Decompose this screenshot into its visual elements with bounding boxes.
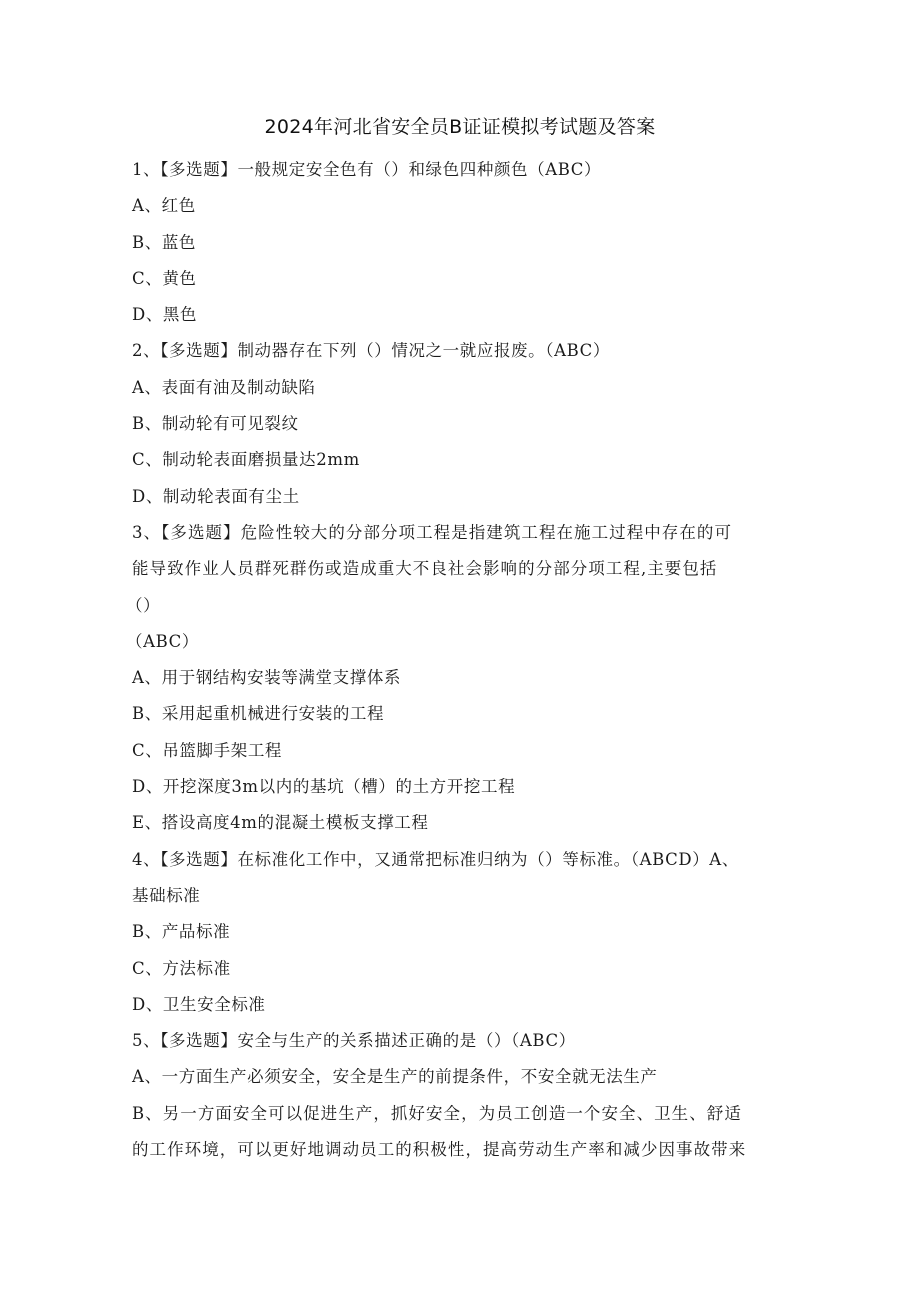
question-3-option-b: B、采用起重机械进行安装的工程 [132,704,385,724]
question-2-option-a: A、表面有油及制动缺陷 [132,377,316,397]
question-3-option-e: E、搭设高度4m的混凝土模板支撑工程 [132,813,429,833]
question-3-option-d: D、开挖深度3m以内的基坑（槽）的土方开挖工程 [132,777,516,797]
question-1-option-d: D、黑色 [132,305,198,325]
question-1-option-a: A、红色 [132,196,196,216]
question-3-stem-line-2: 能导致作业人员群死群伤或造成重大不良社会影响的分部分项工程,主要包括 [132,559,718,579]
question-3-option-a: A、用于钢结构安装等满堂支撑体系 [132,668,402,688]
question-1-option-b: B、蓝色 [132,232,197,252]
question-2-option-d: D、制动轮表面有尘土 [132,486,300,506]
question-2-option-b: B、制动轮有可见裂纹 [132,414,299,434]
question-1-stem: 1、【多选题】一般规定安全色有（）和绿色四种颜色（ABC） [132,160,602,179]
question-3-stem-line-1: 3、【多选题】危险性较大的分部分项工程是指建筑工程在施工过程中存在的可 [132,522,732,542]
question-4-stem-line-2: 基础标准 [132,885,201,905]
question-3-answer: （ABC） [126,631,199,651]
document-title: 2024年河北省安全员B证证模拟考试题及答案 [264,116,656,138]
question-4-stem-line-1: 4、【多选题】在标准化工作中，又通常把标准归纳为（）等标准。（ABCD）A、 [132,849,739,869]
question-3-stem-line-3: （） [126,595,161,615]
question-4-option-b: B、产品标准 [132,922,231,942]
question-1-option-c: C、黄色 [132,268,197,288]
question-3-option-c: C、吊篮脚手架工程 [132,740,283,760]
question-list [126,152,792,1168]
question-2-option-c: C、制动轮表面磨损量达2mm [132,450,360,470]
question-5-option-a: A、一方面生产必须安全，安全是生产的前提条件，不安全就无法生产 [132,1067,658,1087]
question-5-option-b-line-1: B、另一方面安全可以促进生产，抓好安全，为员工创造一个安全、卫生、舒适 [132,1103,742,1123]
question-4-option-c: C、方法标准 [132,958,231,978]
question-5-stem: 5、【多选题】安全与生产的关系描述正确的是（）（ABC） [132,1031,576,1051]
question-4-option-d: D、卫生安全标准 [132,994,266,1014]
question-2-stem: 2、【多选题】制动器存在下列（）情况之一就应报废。（ABC） [132,341,610,361]
question-5-option-b-line-2: 的工作环境，可以更好地调动员工的积极性，提高劳动生产率和减少因事故带来 [132,1140,747,1160]
